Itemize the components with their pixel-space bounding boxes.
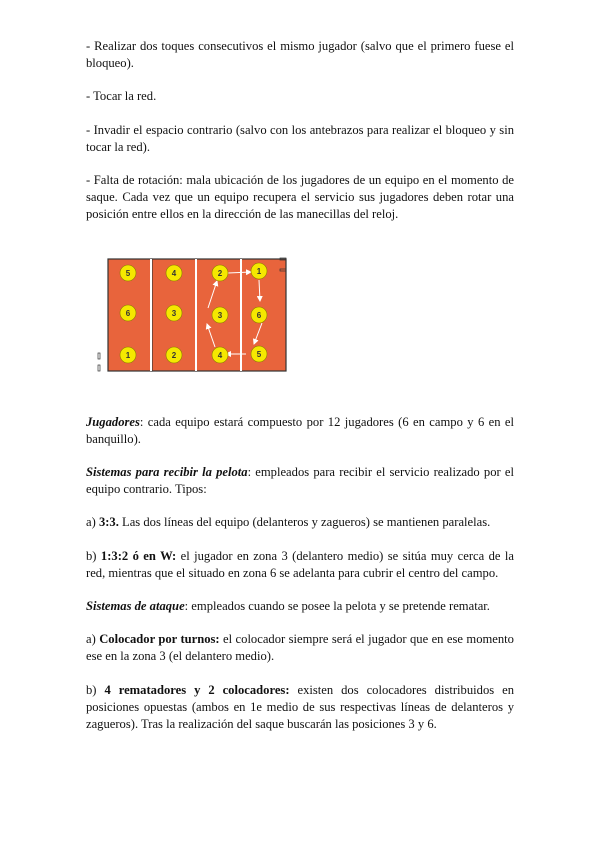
player-number: 5 [256,350,262,359]
receive-option-b-label: 1:3:2 ó en W: [100,548,177,563]
player-right-front-4 [212,347,228,363]
player-number: 6 [256,311,262,320]
player-number: 1 [256,267,262,276]
rule-invade-space: - Invadir el espacio contrario (salvo con los antebrazos para realizar el bloqueo y sin tocar la red). [86,122,514,154]
jugadores-paragraph [86,414,514,448]
jugadores-text: : cada equipo estará compuesto por 12 jugadores (6 en campo y 6 en el banquillo). [86,414,514,446]
rule-rotation-fault: - Falta de rotación: mala ubicación de los jugadores de un equipo en el momento de saque. Cada vez que un equipo recupera el servicio sus jugadores deben rotar una posición entre ellos en la dirección de las manecillas del reloj. [86,173,514,222]
player-number: 5 [125,269,131,278]
attack-option-b-label: 4 rematadores y 2 colocadores: [104,682,290,697]
rotation-court-diagram [96,255,292,375]
attack-systems-text: : empleados cuando se posee la pelota y se pretende rematar. [184,599,490,614]
player-right-back-5 [251,346,267,362]
player-number: 4 [171,269,177,278]
rule-two-touches: - Realizar dos toques consecutivos el mismo jugador (salvo que el primero fuese el bloqueo). [86,39,514,71]
player-number: 1 [125,351,131,360]
player-number: 3 [217,311,223,320]
player-number: 6 [125,309,131,318]
attack-systems-paragraph [86,598,514,615]
attack-option-b: b) 4 rematadores y 2 colocadores: existen dos colocadores distribuidos en posiciones opuestas (ambos en 1e medio de sus respectivas líneas de delanteros y zagueros). Tras la realización del saque buscarán las posiciones 3 y 6. [86,682,514,732]
player-number: 2 [171,351,177,360]
player-left-back-1 [120,347,136,363]
player-left-front-4 [166,265,182,281]
player-number: 4 [217,351,223,360]
player-left-back-5 [120,265,136,281]
player-right-back-1 [251,263,267,279]
player-right-front-3 [212,307,228,323]
player-number: 2 [217,269,223,278]
player-left-front-2 [166,347,182,363]
attack-systems-term: Sistemas de ataque [86,599,185,614]
receive-option-a-label: 3:3. [98,515,119,530]
player-number: 3 [171,309,177,318]
player-left-back-6 [120,305,136,321]
document-page [86,38,514,733]
receive-systems-term: Sistemas para recibir la pelota [86,465,248,480]
player-left-front-3 [166,305,182,321]
jugadores-term: Jugadores [86,414,140,429]
rule-touch-net: - Tocar la red. [86,89,157,104]
player-right-front-2 [212,265,228,281]
player-right-back-6 [251,307,267,323]
attack-option-a: a) Colocador por turnos: el colocador siempre será el jugador que en ese momento ese en la zona 3 (el delantero medio). [86,632,514,664]
receive-option-b: b) 1:3:2 ó en W: el jugador en zona 3 (delantero medio) se sitúa muy cerca de la red, mientras que el situado en zona 6 se adelanta para cubrir el centro del campo. [86,548,514,580]
receive-systems-paragraph [86,464,514,498]
attack-option-a-label: Colocador por turnos: [99,632,220,647]
receive-option-a: a) 3:3. Las dos líneas del equipo (delanteros y zagueros) se mantienen paralelas. [86,515,491,530]
receive-systems-text: : empleados para recibir el servicio realizado por el equipo contrario. Tipos: [86,465,514,497]
